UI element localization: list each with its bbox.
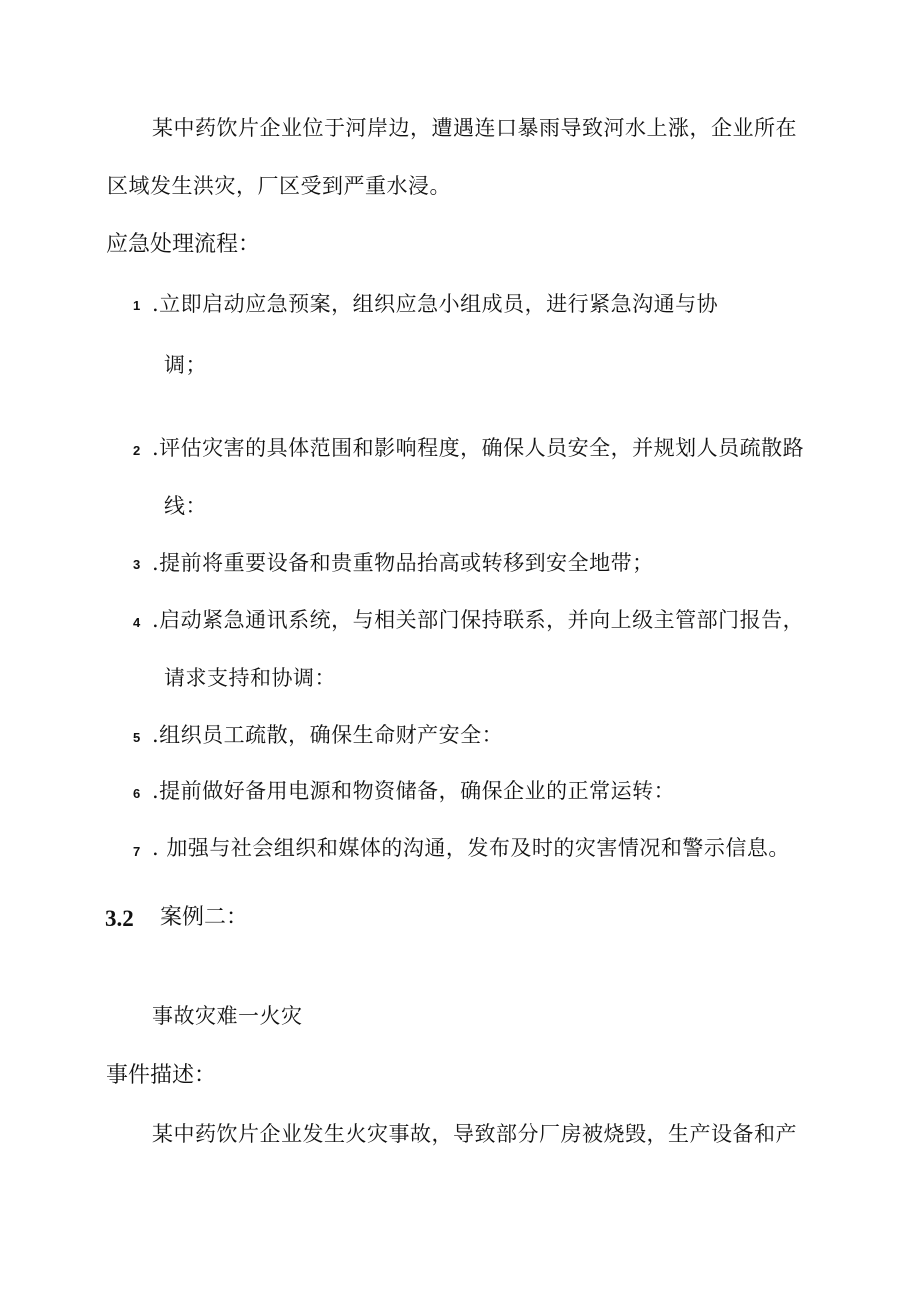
- intro-paragraph-line-1: 某中药饮片企业位于河岸边，遭遇连口暴雨导致河水上涨，企业所在: [152, 116, 797, 140]
- step-text: .提前做好备用电源和物资储备，确保企业的正常运转：: [152, 779, 676, 803]
- step-text-continued: 请求支持和协调：: [164, 666, 336, 690]
- step-text: .组织员工疏散，确保生命财产安全：: [152, 723, 504, 747]
- step-text: .启动紧急通讯系统，与相关部门保持联系，并向上级主管部门报告，: [152, 608, 805, 632]
- step-text: .立即启动应急预案，组织应急小组成员，进行紧急沟通与协: [152, 292, 719, 316]
- event-heading: 事件描述：: [106, 1063, 217, 1088]
- step-number: 7: [133, 844, 141, 859]
- step-number: 5: [133, 730, 141, 745]
- step-number: 2: [133, 443, 141, 458]
- step-number: 3: [133, 557, 141, 572]
- intro-paragraph-line-2: 区域发生洪灾，厂区受到严重水浸。: [107, 174, 451, 198]
- step-number: 4: [133, 615, 141, 630]
- step-text: .评估灾害的具体范围和影响程度，确保人员安全，并规划人员疏散路: [152, 436, 805, 460]
- process-heading: 应急处理流程：: [106, 232, 261, 257]
- case-type-label: 事故灾难一火灾: [152, 1004, 303, 1028]
- step-text: . 加强与社会组织和媒体的沟通，发布及时的灾害情况和警示信息。: [152, 836, 790, 860]
- step-number: 1: [133, 298, 141, 313]
- step-number: 6: [133, 786, 141, 801]
- event-paragraph-line-1: 某中药饮片企业发生火灾事故，导致部分厂房被烧毁，生产设备和产: [152, 1122, 797, 1146]
- section-title: 案例二：: [160, 905, 249, 930]
- section-number: 3.2: [105, 906, 134, 931]
- step-text-continued: 调；: [164, 353, 207, 377]
- step-text: .提前将重要设备和贵重物品抬高或转移到安全地带；: [152, 551, 654, 575]
- step-text-continued: 线：: [164, 494, 207, 518]
